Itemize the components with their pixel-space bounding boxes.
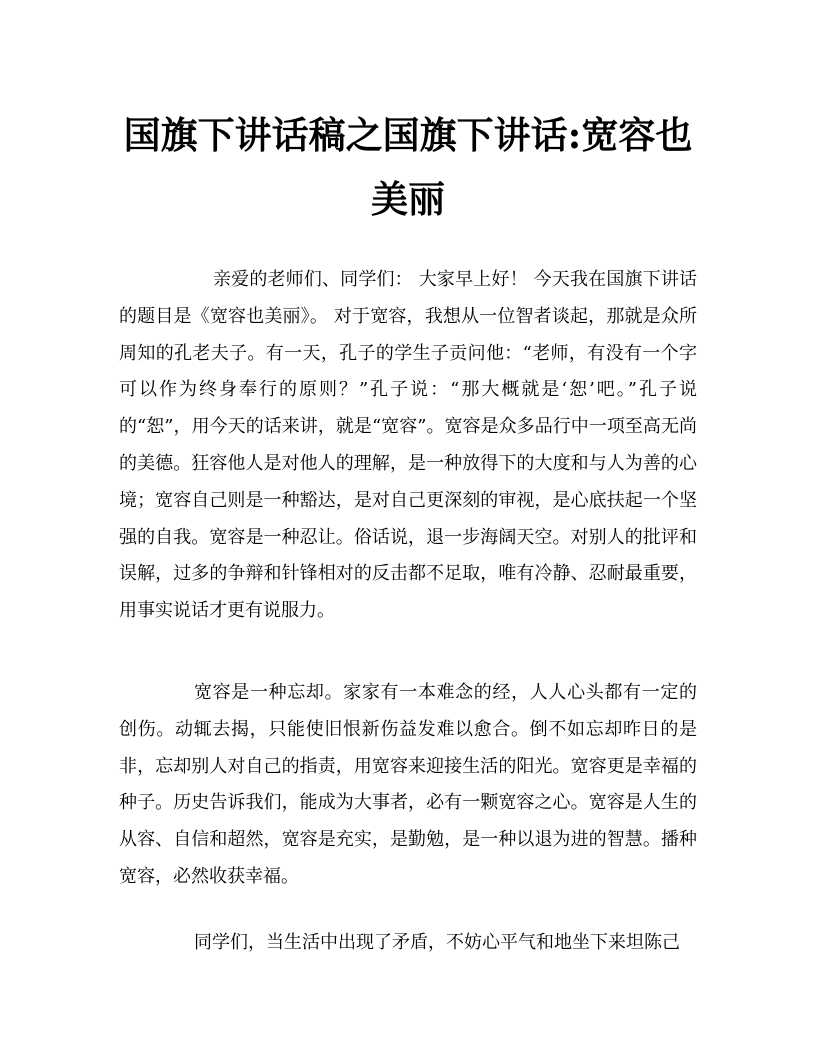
paragraph-3: 同学们，当生活中出现了矛盾，不妨心平气和地坐下来坦陈己 xyxy=(194,932,680,953)
document-title: 国旗下讲话稿之国旗下讲话:宽容也美丽 xyxy=(123,113,693,221)
paragraph-1: 亲爱的老师们、同学们： 大家早上好！ 今天我在国旗下讲话的题目是《宽容也美丽》。 对于宽容，我想从一位智者谈起，那就是众所周知的孔老夫子。有一天，孔子的学生子贡问他：“老师，有没有一个字可以作为终身奉行的原则？”孔子说：“那大概就是‘恕’吧。”孔子说的“恕”，用今天的话来讲，就是“宽容”。宽容是众多品行中一项至高无尚的美德。狂容他人是对他人的理解，是一种放得下的大度和与人为善的心境；宽容自己则是一种豁达，是对自己更深刻的审视，是心底扶起一个坚强的自我。宽容是一种忍让。俗话说，退一步海阔天空。对别人的批评和误解，过多的争辩和针锋相对的反击都不足取，唯有冷静、忍耐最重要，用事实说话才更有说服力。 xyxy=(119,269,698,622)
paragraph-2: 宽容是一种忘却。家家有一本难念的经，人人心头都有一定的创伤。动辄去揭，只能使旧恨新伤益发难以愈合。倒不如忘却昨日的是非，忘却别人对自己的指责，用宽容来迎接生活的阳光。宽容更是幸福的种子。历史告诉我们，能成为大事者，必有一颗宽容之心。宽容是人生的从容、自信和超然，宽容是充实，是勤勉，是一种以退为进的智慧。播种宽容，必然收获幸福。 xyxy=(119,682,697,887)
